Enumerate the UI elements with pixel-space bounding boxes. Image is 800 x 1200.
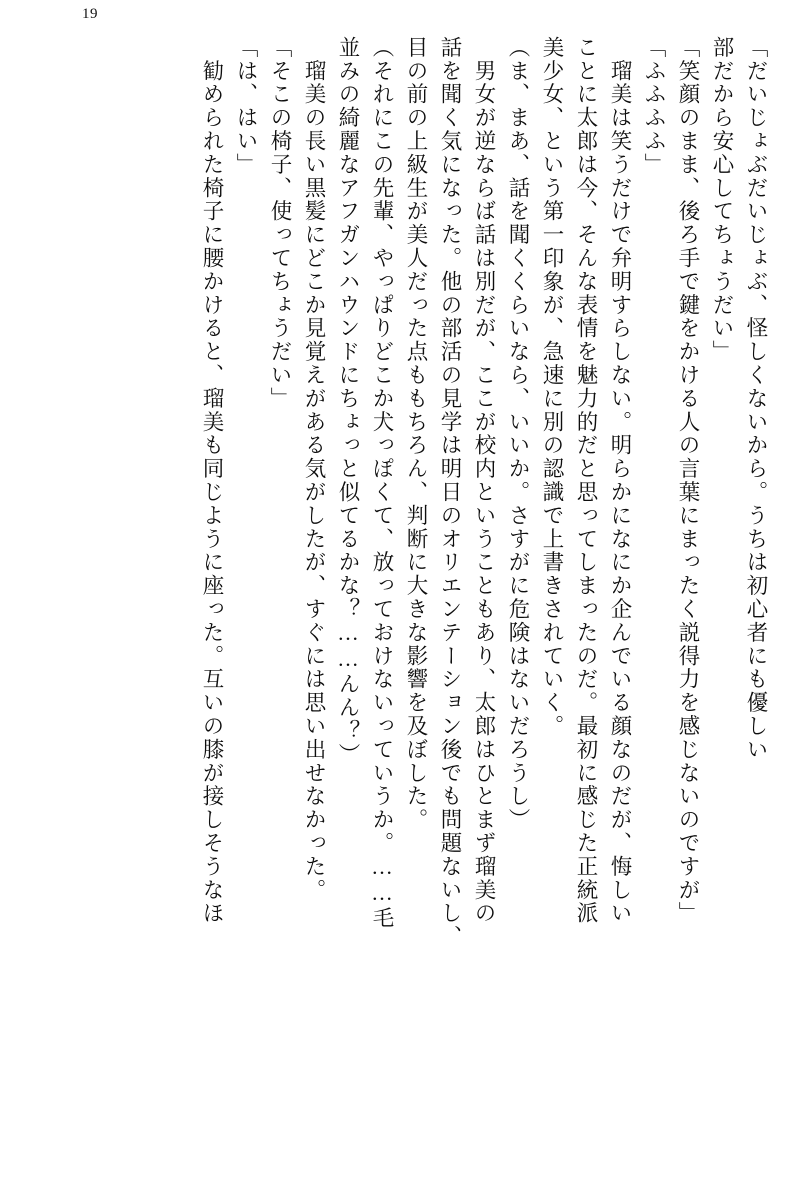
text-line: 瑠美の長い黒髪にどこか見覚えがある気がしたが、すぐには思い出せなかった。 bbox=[302, 36, 326, 902]
text-line: 部だから安心してちょうだい」 bbox=[710, 36, 734, 364]
text-line: 男女が逆ならば話は別だが、ここが校内ということもあり、太郎はひとまず瑠美の bbox=[472, 36, 496, 926]
page-number: 19 bbox=[82, 6, 98, 22]
text-line: 話を聞く気になった。他の部活の見学は明日のオリエンテーション後でも問題ないし、 bbox=[438, 36, 462, 949]
vertical-text-body bbox=[34, 36, 766, 1186]
text-line: 勧められた椅子に腰かけると、瑠美も同じように座った。互いの膝が接しそうなほ bbox=[200, 36, 224, 926]
text-line: 「そこの椅子、使ってちょうだい」 bbox=[268, 36, 292, 411]
text-line: ことに太郎は今、そんな表情を魅力的だと思ってしまったのだ。最初に感じた正統派 bbox=[574, 36, 598, 926]
text-line: （ま、まあ、話を聞くくらいなら、いいか。さすがに危険はないだろうし） bbox=[506, 36, 530, 832]
text-line: （それにこの先輩、やっぱりどこか犬っぽくて、放っておけないっていうか。……毛 bbox=[370, 36, 394, 931]
text-line: 「笑顔のまま、後ろ手で鍵をかける人の言葉にまったく説得力を感じないのですが」 bbox=[676, 36, 700, 926]
text-line: 美少女、という第一印象が、急速に別の認識で上書きされていく。 bbox=[540, 36, 564, 738]
text-line: 目の前の上級生が美人だった点ももちろん、判断に大きな影響を及ぼした。 bbox=[404, 36, 428, 832]
text-line: 「は、はい」 bbox=[234, 36, 258, 177]
text-line: 「だいじょぶだいじょぶ、怪しくないから。うちは初心者にも優しい bbox=[744, 36, 768, 762]
text-line: 瑠美は笑うだけで弁明すらしない。明らかになにか企んでいる顔なのだが、悔しい bbox=[608, 36, 632, 926]
text-line: 並みの綺麗なアフガンハウンドにちょっと似てるかな？……んん？） bbox=[336, 36, 360, 767]
text-line: 「ふふふふ」 bbox=[642, 36, 666, 177]
